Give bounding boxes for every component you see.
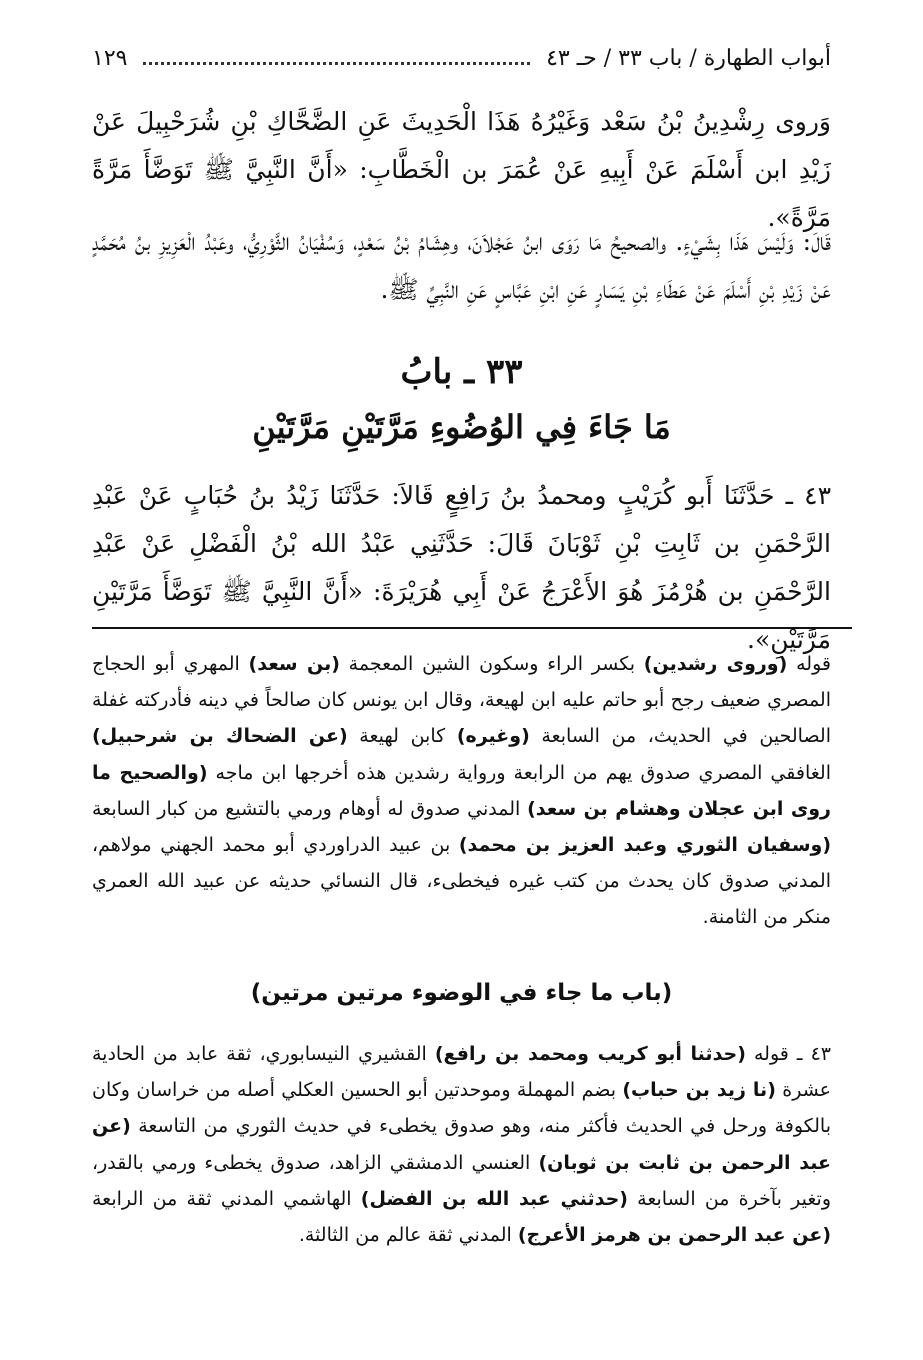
commentary-segment: المدني صدوق له أوهام ورمي بالتشيع من كبار السابعة — [92, 797, 528, 820]
commentary-segment: قوله — [787, 653, 831, 675]
chapter-title: مَا جَاءَ فِي الوُضُوءِ مَرَّتَيْنِ مَرَّتَيْنِ — [252, 408, 671, 446]
commentary-quote: (وروى رشدين) — [643, 653, 788, 675]
matn-text: قَالَ: وَلَيْسَ هَذَا بِشَيْءٍ. والصحيحُ مَا رَوَى ابنُ عَجْلاَنَ، وهِشَامُ بْنُ سَعْدٍ، وَسُفْيَانُ الثَّوْرِيُّ، وعَبْدُ الْعَزِيزِ بنُ مُحَمَّدٍ عَنْ زَيْدِ بْنِ أَسْلَمَ عَنْ عَطَاءِ بْنِ يَسَارٍ عَنِ ابْنِ عَبَّاسٍ عَنِ النَّبِيِّ ﷺ. — [92, 227, 831, 304]
commentary-paragraph-2 — [92, 1036, 831, 1253]
commentary-quote: (والصحيح ما روى ابن عجلان وهشام بن سعد) — [92, 761, 831, 820]
footnote-separator-line — [92, 627, 852, 629]
commentary-segment: المدني ثقة عالم من الثالثة. — [298, 1224, 518, 1247]
matn-paragraph-2 — [92, 218, 831, 314]
commentary-text — [92, 646, 831, 936]
commentary-quote: (وغيره) — [456, 725, 530, 748]
commentary-quote: (حدثنا أبو كريب ومحمد بن رافع) — [434, 1043, 746, 1065]
commentary-quote: (عن عبد الرحمن بن ثابت بن ثوبان) — [92, 1115, 831, 1174]
running-header — [92, 38, 831, 78]
commentary-quote: (وسفيان الثوري وعبد العزيز بن محمد) — [458, 834, 831, 857]
commentary-quote: (عن الضحاك بن شرحبيل) — [92, 725, 348, 748]
header-title: أبواب الطهارة / باب ٣٣ / حـ ٤٣ — [546, 45, 831, 71]
commentary-quote: (بن سعد) — [248, 653, 340, 675]
commentary-segment: بن عبيد الدراوردي أبو محمد الجهني مولاهم، المدني صدوق كان يحدث من كتب غيره فيخطىء، قال النسائي حديثه عن عبيد الله العمري منكر من الثامنة. — [92, 834, 831, 929]
commentary-segment: الهاشمي المدني ثقة من الرابعة — [92, 1187, 361, 1210]
commentary-segment: العنسي الدمشقي الزاهد، صدوق يخطىء ورمي بالقدر، وتغير بآخرة من السابعة — [92, 1151, 831, 1210]
commentary-segment: كابن لهيعة — [347, 725, 457, 748]
commentary-chapter-heading: (باب ما جاء في الوضوء مرتين مرتين) — [250, 980, 673, 1006]
commentary-text — [92, 1036, 831, 1253]
hadith-paragraph — [92, 472, 831, 664]
commentary-quote: (حدثني عبد الله بن الفضل) — [360, 1187, 628, 1210]
commentary-quote: (عن عبد الرحمن بن هرمز الأعرج) — [517, 1224, 831, 1247]
header-dotted-leader — [143, 62, 530, 65]
commentary-segment: المهري أبو الحجاج المصري ضعيف رجح أبو حاتم عليه ابن لهيعة، وقال ابن يونس كان صالحاً في دينه فأدركته غفلة الصالحين في الحديث، من السابعة — [92, 653, 831, 748]
matn-text: وَروى رِشْدِينُ بْنُ سَعْد وَغَيْرُهُ هَذَا الْحَدِيثَ عَنِ الضَّحَّاكِ بْنِ شُرَحْبِيلَ عَنْ زَيْدِ ابن أَسْلَمَ عَنْ أَبِيهِ عَنْ عُمَرَ بن الْخَطَّابِ: «أَنَّ النَّبِيَّ ﷺ تَوَضَّأَ مَرَّةً مَرَّةً». — [92, 107, 831, 232]
commentary-segment: القشيري النيسابوري، ثقة عابد من الحادية عشرة — [92, 1043, 832, 1102]
commentary-segment: بضم المهملة وموحدتين أبو الحسين العكلي أصله من خراسان وكان بالكوفة ورحل في الحديث فأكثر منه، وهو صدوق يخطىء في حديث الثوري من التاسعة — [92, 1079, 831, 1138]
chapter-number: ٣٣ ـ بابُ — [400, 352, 523, 392]
hadith-text: ٤٣ ـ حَدَّثَنَا أَبو كُرَيْبٍ ومحمدُ بنُ رَافِعٍ قَالاَ: حَدَّثَنَا زَيْدُ بنُ حُبَابٍ عَنْ عَبْدِ الرَّحْمَنِ بن ثَابِتِ بْنِ ثَوْبَانَ قَالَ: حَدَّثَنِي عَبْدُ الله بْنُ الْفَضْلِ عَنْ عَبْدِ الرَّحْمَنِ بن هُرْمُزَ هُوَ الأَعْرَجُ عَنْ أَبِي هُرَيْرَةَ: «أَنَّ النَّبِيَّ ﷺ تَوَضَّأَ مَرَّتَيْنِ مَرَّتَيْنِ». — [92, 481, 831, 654]
commentary-segment: الغافقي المصري صدوق يهم من الرابعة ورواية رشدين هذه أخرجها ابن ماجه — [207, 761, 831, 784]
commentary-segment: بكسر الراء وسكون الشين المعجمة — [339, 653, 644, 675]
commentary-quote: (نا زيد بن حباب) — [622, 1079, 776, 1102]
page-number: ١٢٩ — [92, 45, 128, 71]
commentary-segment: ٤٣ ـ قوله — [745, 1043, 831, 1065]
commentary-paragraph-1 — [92, 646, 831, 936]
